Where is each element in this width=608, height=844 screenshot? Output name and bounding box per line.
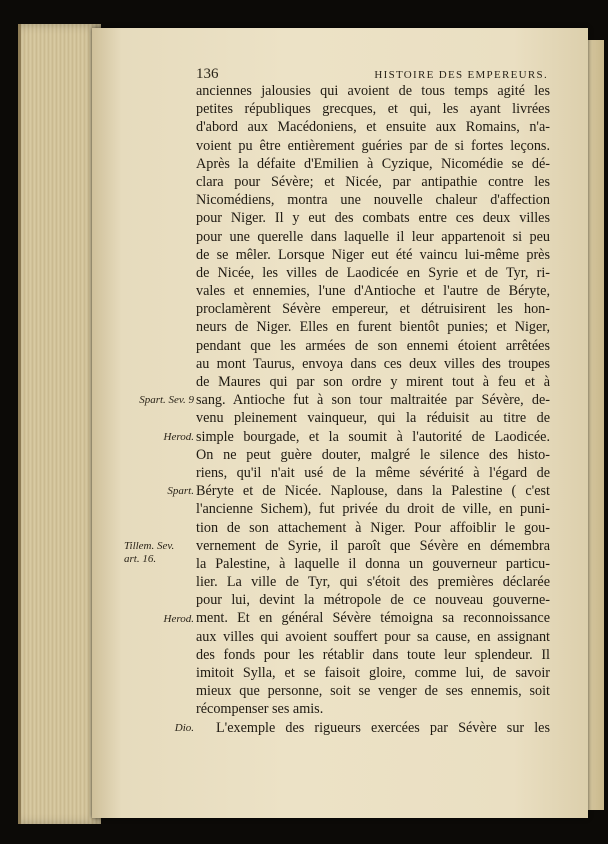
text-line: la Palestine, à laquelle il donna un gouverneur particu-: [196, 555, 550, 572]
text-line: l'ancienne Sichem), fut privée du droit de ville, en puni-: [196, 501, 550, 518]
text-line: vales et ennemies, l'une d'Antioche et l'autre de Béryte,: [196, 283, 550, 300]
running-head: HISTOIRE DES EMPEREURS.: [374, 69, 548, 81]
text-line: venu pleinement vainqueur, qui la réduisit au titre de: [196, 410, 550, 427]
text-line: pour une querelle dans laquelle il leur appartenoit si peu: [196, 228, 550, 245]
text-line: ment. Et en général Sévère témoigna sa reconnoissance: [196, 610, 550, 627]
page-edges: [18, 24, 101, 824]
text-line: neurs de Niger. Elles en furent bientôt punies; et Niger,: [196, 319, 550, 336]
margin-note: Spart.: [167, 485, 194, 498]
text-line: sang. Antioche fut à son tour maltraitée par Sévère, de-: [196, 392, 550, 409]
text-line: riens, qu'il n'ait usé de la même sévérité à l'égard de: [196, 464, 550, 481]
text-line: L'exemple des rigueurs exercées par Sévère sur les: [216, 719, 550, 736]
text-line: récompenser ses amis.: [196, 701, 324, 718]
text-line: lier. La ville de Tyr, qui s'étoit des premières déclarée: [196, 574, 550, 591]
text-line: pendant que les armées de son ennemi étoient arrêtées: [196, 337, 550, 354]
text-line: Béryte et de Nicée. Naplouse, dans la Palestine ( c'est: [196, 483, 550, 500]
text-line: voient pu être entièrement guéries par de si fortes leçons.: [196, 137, 550, 154]
text-line: pour lui, devint la métropole de ce nouveau gouverne-: [196, 592, 550, 609]
text-line: On ne peut guère douter, malgré le silence des histo-: [196, 446, 550, 463]
margin-note: Spart. Sev. 9: [139, 394, 194, 407]
text-line: au mont Taurus, envoya dans ces deux villes des troupes: [196, 355, 550, 372]
text-line: vernement de Syrie, il paroît que Sévère en démembra: [196, 537, 550, 554]
text-line: clara pour Sévère; et Nicée, par antipathie contre les: [196, 173, 550, 190]
text-line: de se mêler. Lorsque Niger eut été vaincu lui-même près: [196, 246, 550, 263]
text-line: anciennes jalousies qui avoient de tous temps agité les: [196, 83, 550, 99]
text-line: aux villes qui avoient souffert pour sa cause, en assignant: [196, 628, 550, 645]
margin-note: Herod.: [163, 612, 194, 625]
text-line: pour Niger. Il y eut des combats entre ces deux villes: [196, 210, 550, 227]
text-line: imitoit Sylla, et se faisoit gloire, comme lui, de savoir: [196, 665, 550, 681]
page-number: 136: [196, 66, 219, 82]
text-line: tion de son attachement à Niger. Pour affoiblir le gou-: [196, 519, 550, 536]
margin-note: Herod.: [163, 430, 194, 443]
margin-note: Dio.: [174, 722, 194, 734]
body-text: [196, 82, 550, 737]
text-line: d'abord aux Macédoniens, et ensuite aux Romains, n'a-: [196, 119, 550, 136]
text-line: petites républiques grecques, et qui, les ayant livrées: [196, 101, 550, 118]
text-line: Après la défaite d'Emilien à Cyzique, Nicomédie se dé-: [196, 155, 550, 172]
text-line: Nicomédiens, montra une nouvelle chaleur d'affection: [196, 192, 550, 209]
text-line: mieux que personne, soit se venger de ses ennemis, soit: [196, 683, 550, 700]
margin-note: Tillem. Sev. art. 16.: [124, 540, 175, 565]
text-line: des fonds pour les rétablir dans toute leur splendeur. Il: [196, 646, 550, 663]
text-line: simple bourgade, et la soumit à l'autorité de Laodicée.: [196, 428, 550, 445]
text-line: de Maures qui par son ordre y mirent tout à feu et à: [196, 374, 550, 390]
text-line: de Nicée, les villes de Laodicée en Syrie et de Tyr, ri-: [196, 264, 550, 281]
text-line: proclamèrent Sévère empereur, et détruisirent les hon-: [196, 301, 550, 318]
